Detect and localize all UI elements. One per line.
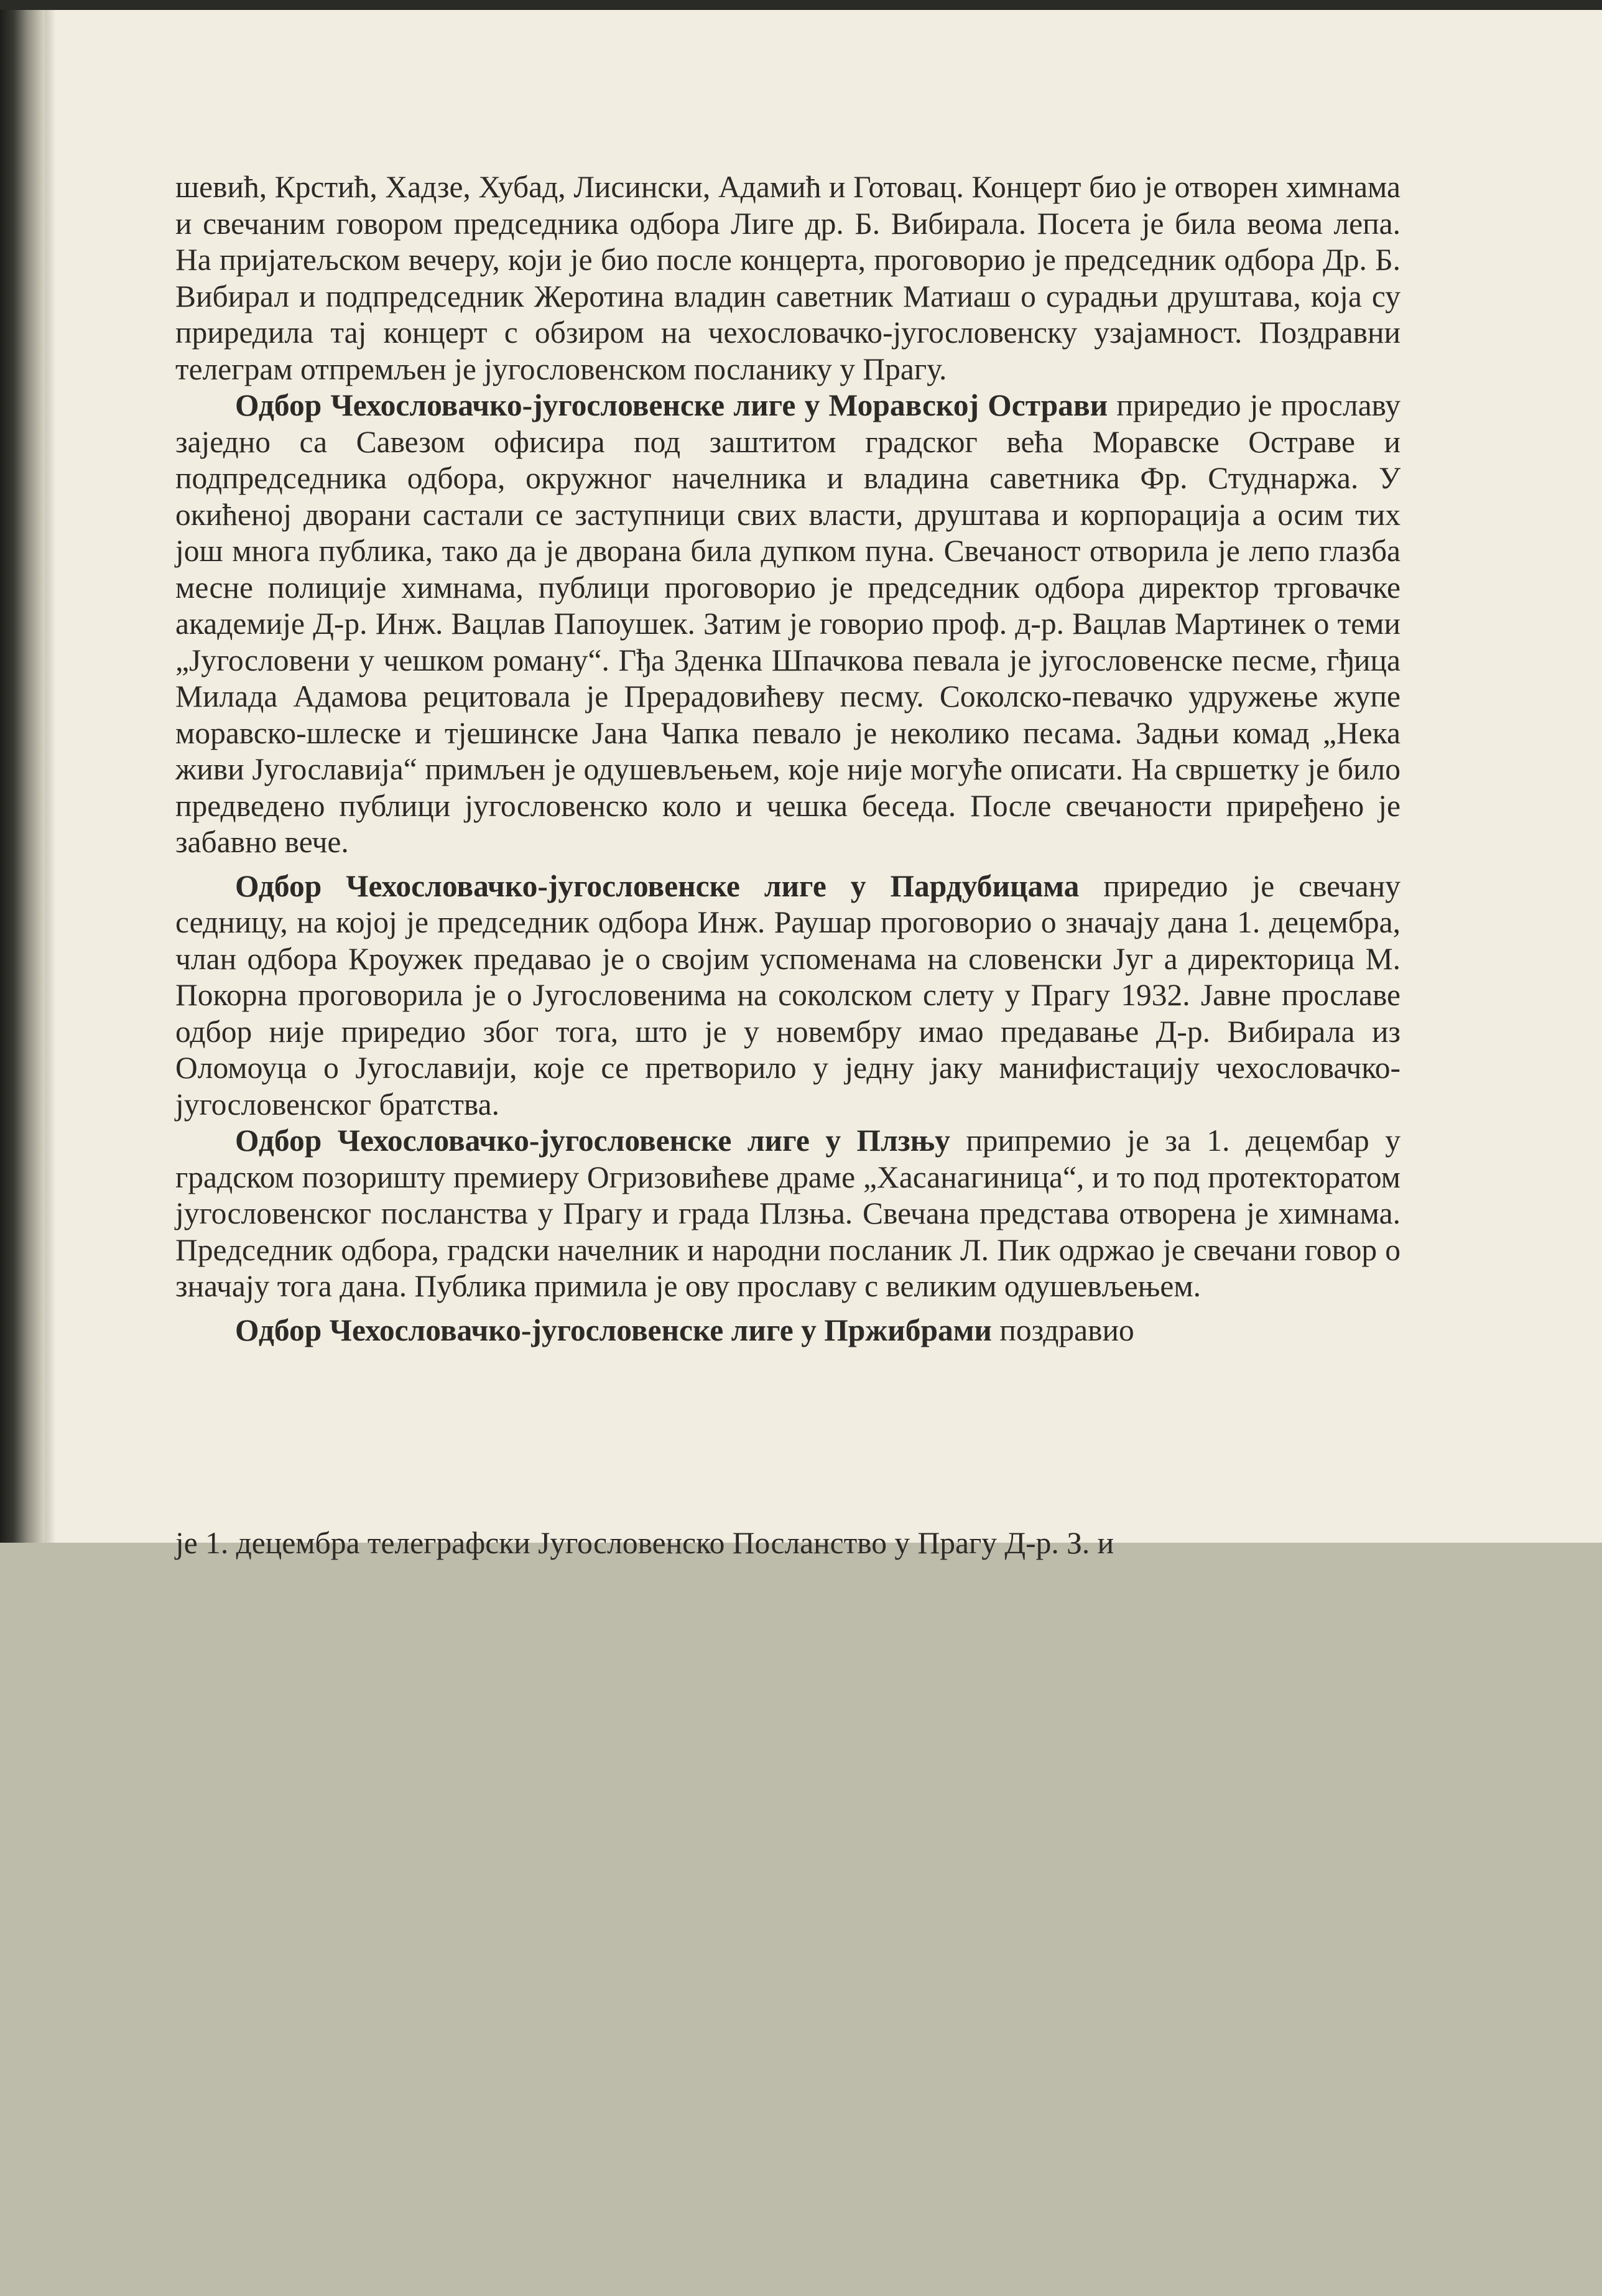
paragraph-5-text: поздравио	[991, 1313, 1134, 1347]
paragraph-4	[175, 1123, 1401, 1305]
cut-off-line-text: је 1. децембра телеграфски Југословенско Посланство у Прагу Д-р. З. и	[175, 1526, 1114, 1560]
article-text	[175, 169, 1401, 1349]
paragraph-5	[175, 1313, 1401, 1349]
paragraph-2-text: приредио је прославу заједно са Савезом офисира под заштитом градског већа Моравске Остраве и подпредседника одбора, окружног начелника и владина саветника Фр. Студнаржа. У окићеној дворани састали се заступници свих власти, друштава и корпорација а осим тих још многа публика, тако да је дворана била дупком пуна. Свечаност отворила је лепо глазба месне полиције химнама, публици проговорио је председник одбора директор трговачке академије Д-р. Инж. Вацлав Папоушек. Затим је говорио проф. д-р. Вацлав Мартинек о теми „Југословени у чешком роману“. Гђа Зденка Шпачкова певала је југословенске песме, гђица Милада Адамова рецитовала је Прерадовићеву песму. Соколско-певачко удружење жупе моравско-шлеске и тјешинске Јана Чапка певало је неколико песама. Задњи комад „Нека живи Југославија“ примљен је одушевљењем, које није могуће описати. На свршетку је било предведено публици југословенско коло и чешка беседа. После свечаности приређено је забавно вече.	[175, 388, 1401, 859]
paragraph-2	[175, 388, 1401, 861]
paragraph-5-lead: Одбор Чехословачко-југословенске лиге у Пржибрами	[235, 1313, 992, 1347]
paragraph-1-text: шевић, Крстић, Хадзе, Хубад, Лисински, Адамић и Готовац. Концерт био је отворен химнама и свечаним говором председника одбора Лиге др. Б. Вибирала. Посета је била веома лепа. На пријатељском вечеру, који је био после концерта, проговорио је председник одбора Др. Б. Вибирал и подпредседник Жеротина владин саветник Матиаш о сурадњи друштава, која су приредила тај концерт с обзиром на чехословачко-југословенску узајамност. Поздравни телеграм отпремљен је југословенском посланику у Прагу.	[175, 170, 1401, 386]
paragraph-4-text: припремио је за 1. децембар у градском позоришту премиеру Огризовићеве драме „Хасанагиница“, и то под протекторатом југословенског посланства у Прагу и града Плзња. Свечана представа отворена је химнама. Председник одбора, градски начелник и народни посланик Л. Пик одржао је свечани говор о значају тога дана. Публика примила је ову прославу с великим одушевљењем.	[175, 1123, 1401, 1303]
book-spine	[0, 0, 45, 1543]
scan-top-edge	[0, 0, 1602, 10]
cut-off-line	[175, 1512, 1401, 1560]
paragraph-4-lead: Одбор Чехословачко-југословенске лиге у Плзњу	[235, 1123, 950, 1158]
paragraph-2-lead: Одбор Чехословачко-југословенске лиге у Моравској Острави	[235, 388, 1108, 422]
paragraph-3	[175, 868, 1401, 1123]
paragraph-3-lead: Одбор Чехословачко-југословенске лиге у Пардубицама	[235, 868, 1080, 903]
paragraph-3-text: приредио је свечану седницу, на којој је председник одбора Инж. Раушар проговорио о значају дана 1. децембра, члан одбора Кроужек предавао је о својим успоменама на словенски Југ а директорица М. Покорна проговорила је о Југословенима на соколском слету у Прагу 1932. Јавне прославе одбор није приредио због тога, што је у новембру имао предавање Д-р. Вибирала из Оломоуца о Југославији, које се претворило у једну јаку манифистацију чехословачко-југословенског братства.	[175, 868, 1401, 1122]
paragraph-1	[175, 169, 1401, 388]
